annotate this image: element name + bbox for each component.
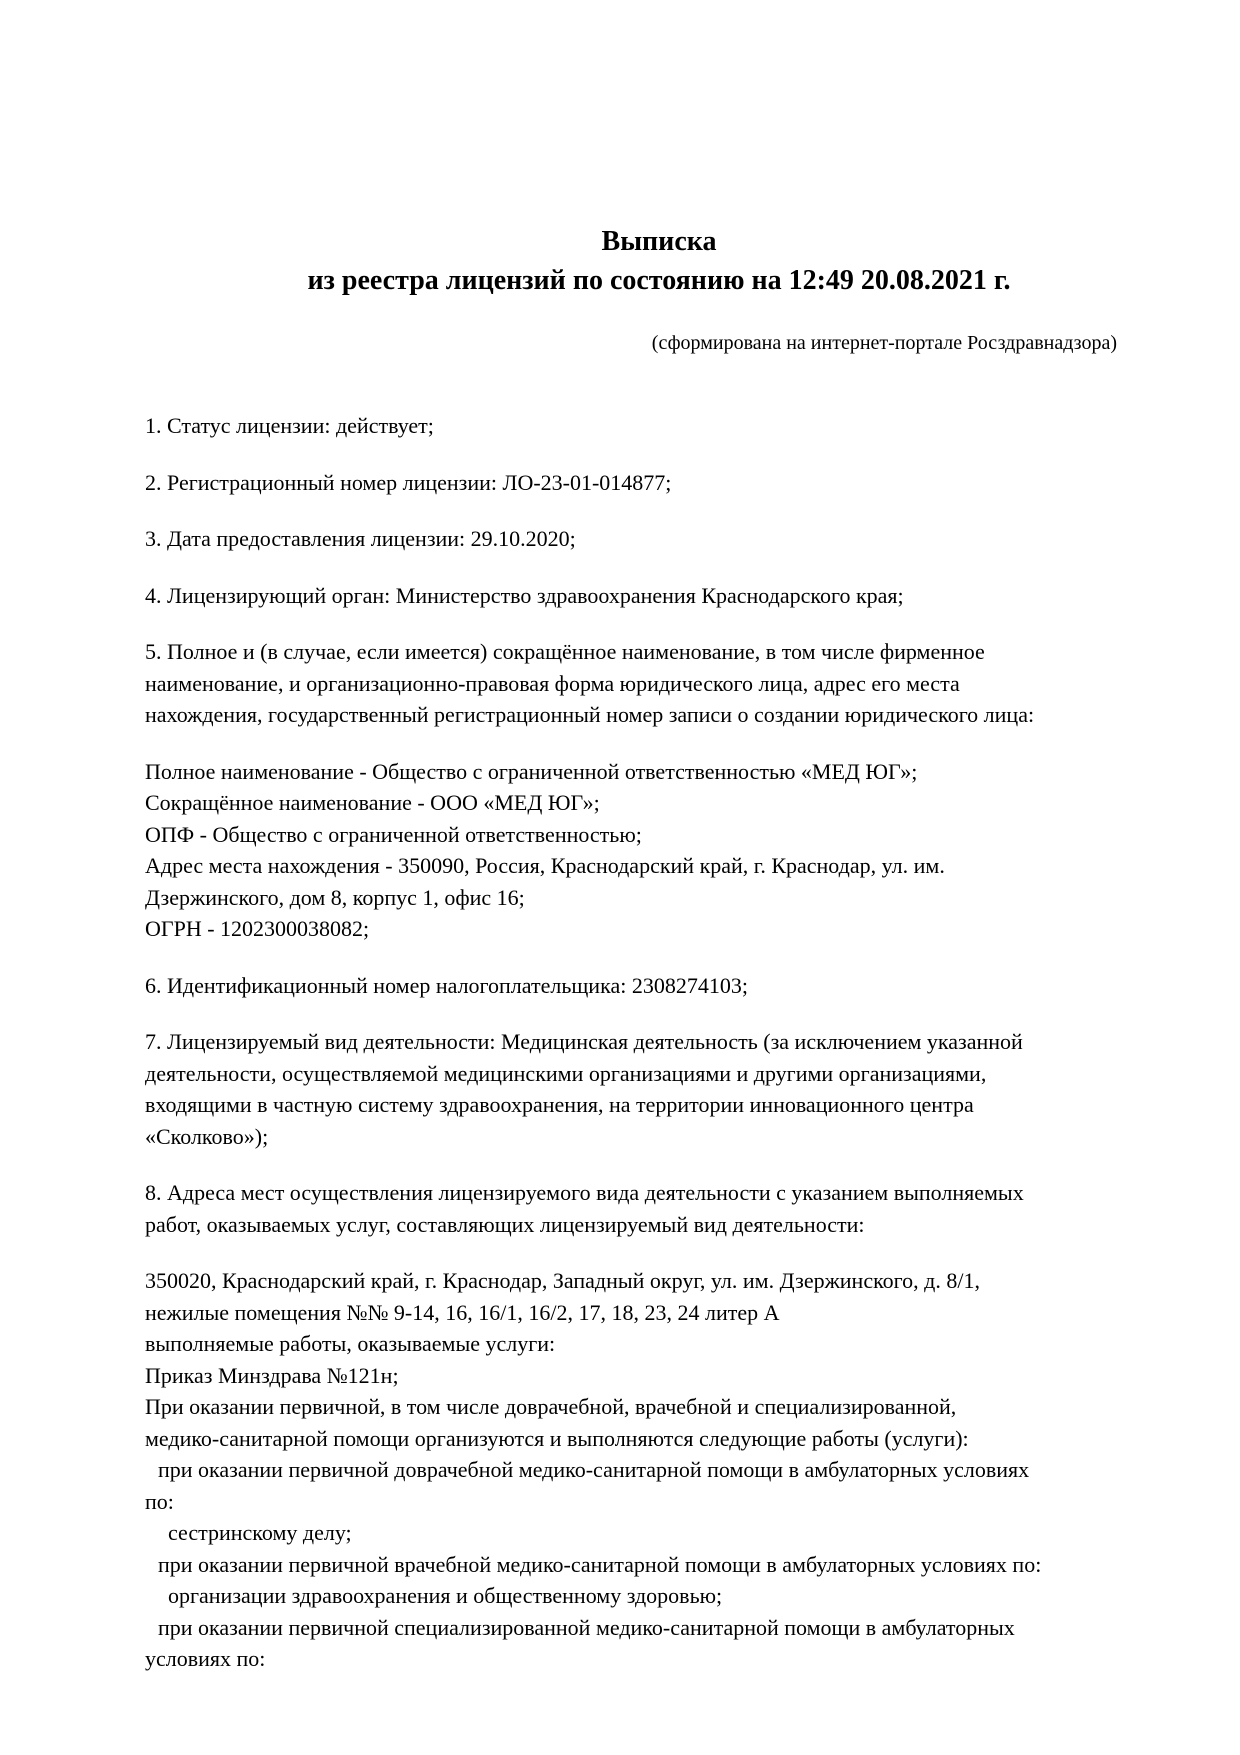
document-line: при оказании первичной врачебной медико-санитарной помощи в амбулаторных условиях по: [158, 1551, 1042, 1577]
document-line: медико-санитарной помощи организуются и выполняются следующие работы (услуги): [145, 1425, 969, 1451]
document-line: деятельности, осуществляемой медицинскими организациями и другими организациями, [145, 1060, 987, 1086]
document-content [145, 0, 1117, 1675]
title-line-1: Выписка [601, 226, 717, 257]
paragraph [145, 636, 1117, 731]
document-line: 3. Дата предоставления лицензии: 29.10.2020; [145, 526, 576, 551]
document-line: по: [145, 1488, 174, 1514]
paragraph [145, 1177, 1117, 1240]
document-title [145, 0, 1117, 300]
document-line: условиях по: [145, 1646, 266, 1671]
document-line: сестринскому делу; [168, 1520, 352, 1545]
paragraph [145, 1265, 1117, 1675]
paragraph [145, 756, 1117, 945]
document-body [145, 410, 1117, 1675]
document-line: нежилые помещения №№ 9-14, 16, 16/1, 16/2, 17, 18, 23, 24 литер А [145, 1299, 780, 1325]
document-line: 8. Адреса мест осуществления лицензируемого вида деятельности с указанием выполняемых [145, 1180, 1024, 1205]
document-line: выполняемые работы, оказываемые услуги: [145, 1331, 556, 1356]
document-line: «Сколково»); [145, 1123, 269, 1149]
document-line: при оказании первичной специализированной медико-санитарной помощи в амбулаторных [158, 1614, 1015, 1640]
document-line: ОГРН - 1202300038082; [145, 916, 370, 941]
document-line: При оказании первичной, в том числе доврачебной, врачебной и специализированной, [145, 1394, 957, 1419]
document-line: 350020, Краснодарский край, г. Краснодар, Западный округ, ул. им. Дзержинского, д. 8/1, [145, 1268, 980, 1293]
document-line: 2. Регистрационный номер лицензии: ЛО-23-01-014877; [145, 469, 672, 495]
document-line: 5. Полное и (в случае, если имеется) сокращённое наименование, в том числе фирменное [145, 639, 985, 664]
document-line: 6. Идентификационный номер налогоплательщика: 2308274103; [145, 972, 748, 998]
document-line: Приказ Минздрава №121н; [145, 1362, 399, 1388]
document-line: 7. Лицензируемый вид деятельности: Медицинская деятельность (за исключением указанной [145, 1029, 1023, 1054]
document-line: Сокращённое наименование - ООО «МЕД ЮГ»; [145, 790, 600, 815]
paragraph [145, 410, 1117, 442]
document-line: 1. Статус лицензии: действует; [145, 413, 434, 438]
document-line: ОПФ - Общество с ограниченной ответственностью; [145, 821, 642, 847]
document-subtitle: (сформирована на интернет-портале Росздравнадзора) [651, 332, 1117, 354]
paragraph [145, 970, 1117, 1002]
document-line: организации здравоохранения и общественному здоровью; [168, 1583, 723, 1608]
paragraph [145, 1026, 1117, 1152]
document-line: работ, оказываемых услуг, составляющих лицензируемый вид деятельности: [145, 1211, 865, 1237]
document-line: 4. Лицензирующий орган: Министерство здравоохранения Краснодарского края; [145, 582, 904, 608]
document-line: Дзержинского, дом 8, корпус 1, офис 16; [145, 884, 525, 910]
document-line: Адрес места нахождения - 350090, Россия, Краснодарский край, г. Краснодар, ул. им. [145, 853, 945, 878]
paragraph [145, 523, 1117, 555]
paragraph [145, 467, 1117, 499]
document-line: при оказании первичной доврачебной медико-санитарной помощи в амбулаторных условиях [158, 1457, 1030, 1482]
document-line: Полное наименование - Общество с ограниченной ответственностью «МЕД ЮГ»; [145, 758, 918, 784]
paragraph [145, 580, 1117, 612]
document-line: входящими в частную систему здравоохранения, на территории инновационного центра [145, 1092, 974, 1117]
document-line: наименование, и организационно-правовая форма юридического лица, адрес его места [145, 670, 960, 696]
title-line-2: из реестра лицензий по состоянию на 12:49 20.08.2021 г. [307, 265, 1011, 296]
document-line: нахождения, государственный регистрационный номер записи о создании юридического лица: [145, 702, 1035, 727]
